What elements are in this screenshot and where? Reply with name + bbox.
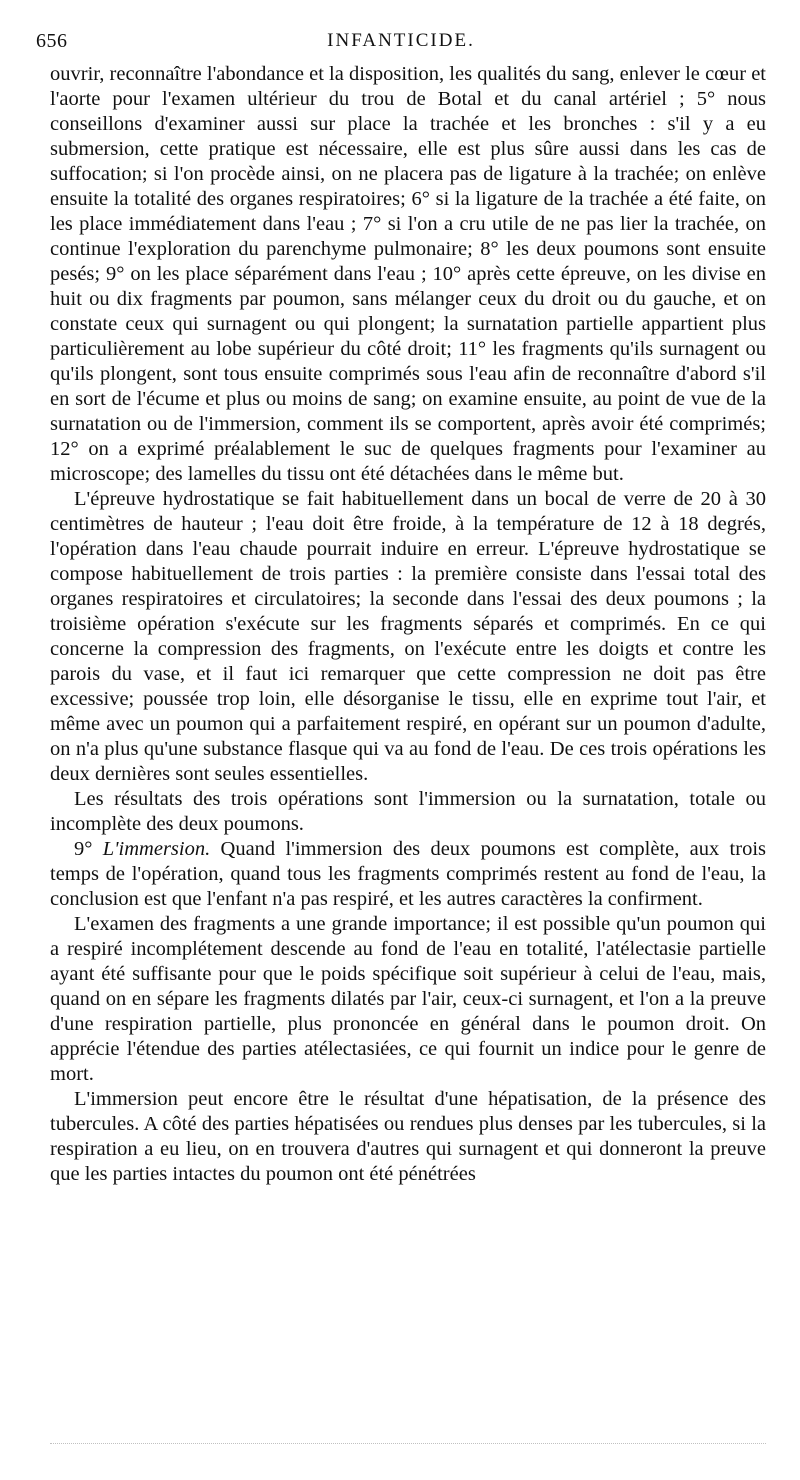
paragraph-immersion	[50, 837, 766, 912]
paragraph-immersion-text: Quand l'immersion des deux poumons est complète, aux trois temps de l'opération, quand tous les fragments comprimés restent au fond de l'eau, la conclusion est que l'enfant n'a pas respiré, et les autres caractères la confirment.	[50, 838, 767, 910]
running-head	[36, 30, 766, 54]
bottom-rule	[50, 1443, 766, 1444]
body-text	[50, 62, 766, 1187]
section-heading-immersion: L'immersion.	[102, 838, 211, 860]
paragraph-hydrostatic-test: L'épreuve hydrostatique se fait habituellement dans un bocal de verre de 20 à 30 centimètres de hauteur ; l'eau doit être froide, à la température de 12 à 18 degrés, l'opération dans l'eau chaude pourrait induire en erreur. L'épreuve hydrostatique se compose habituellement de trois parties : la première consiste dans l'essai total des organes respiratoires et circulatoires; la seconde dans l'essai des deux poumons ; la troisième opération s'exécute sur les fragments séparés et comprimés. En ce qui concerne la compression des fragments, on l'exécute entre les doigts et contre les parois du vase, et il faut ici remarquer que cette compression ne doit pas être excessive; poussée trop loin, elle désorganise le tissu, elle en exprime tout l'air, et même avec un poumon qui a parfaitement respiré, en opérant sur un poumon d'adulte, on n'a plus qu'une substance flasque qui va au fond de l'eau. De ces trois opérations les deux dernières sont seules essentielles.	[50, 488, 766, 785]
section-number: 9°	[74, 838, 103, 860]
paragraph-results: Les résultats des trois opérations sont l'immersion ou la surnatation, totale ou incomplète des deux poumons.	[50, 788, 766, 835]
page-number: 656	[36, 30, 68, 52]
paragraph-hepatisation: L'immersion peut encore être le résultat d'une hépatisation, de la présence des tubercules. A côté des parties hépatisées ou rendues plus denses par les tubercules, si la respiration a eu lieu, on en trouvera d'autres qui surnagent et qui donneront la preuve que les parties intactes du poumon ont été pénétrées	[50, 1088, 766, 1185]
paragraph-fragments-exam: L'examen des fragments a une grande importance; il est possible qu'un poumon qui a respiré incomplétement descende au fond de l'eau en totalité, l'atélectasie partielle ayant été suffisante pour que le poids spécifique soit supérieur à celui de l'eau, mais, quand on en sépare les fragments dilatés par l'air, ceux-ci surnagent, et l'on a la preuve d'une respiration partielle, plus prononcée en général dans le poumon droit. On apprécie l'étendue des parties atélectasiées, ce qui fournit un indice pour le genre de mort.	[50, 913, 766, 1085]
running-title: INFANTICIDE.	[327, 30, 475, 51]
paragraph-continued-procedure: ouvrir, reconnaître l'abondance et la disposition, les qualités du sang, enlever le cœur et l'aorte pour l'examen ultérieur du trou de Botal et du canal artériel ; 5° nous conseillons d'examiner aussi sur place la trachée et les bronches : s'il y a eu submersion, cette pratique est nécessaire, elle est plus sûre aussi dans les cas de suffocation; si l'on procède ainsi, on ne placera pas de ligature à la trachée; on enlève ensuite la totalité des organes respiratoires; 6° si la ligature de la trachée a été faite, on les place immédiatement dans l'eau ; 7° si l'on a cru utile de ne pas lier la trachée, on continue l'exploration du parenchyme pulmonaire; 8° les deux poumons sont ensuite pesés; 9° on les place séparément dans l'eau ; 10° après cette épreuve, on les divise en huit ou dix fragments par poumon, sans mélanger ceux du droit ou du gauche, et on constate ceux qui surnagent ou qui plongent; la surnatation partielle appartient plus particulièrement au lobe supérieur du côté droit; 11° les fragments qu'ils surnagent ou qu'ils plongent, sont tous ensuite comprimés sous l'eau afin de reconnaître d'abord s'il en sort de l'écume et plus ou moins de sang; on examine ensuite, au point de vue de la surnatation ou de l'immersion, comment ils se comportent, après avoir été comprimés; 12° on a exprimé préalablement le suc de quelques fragments pour l'examiner au microscope; des lamelles du tissu ont été détachées dans le même but.	[50, 63, 766, 485]
